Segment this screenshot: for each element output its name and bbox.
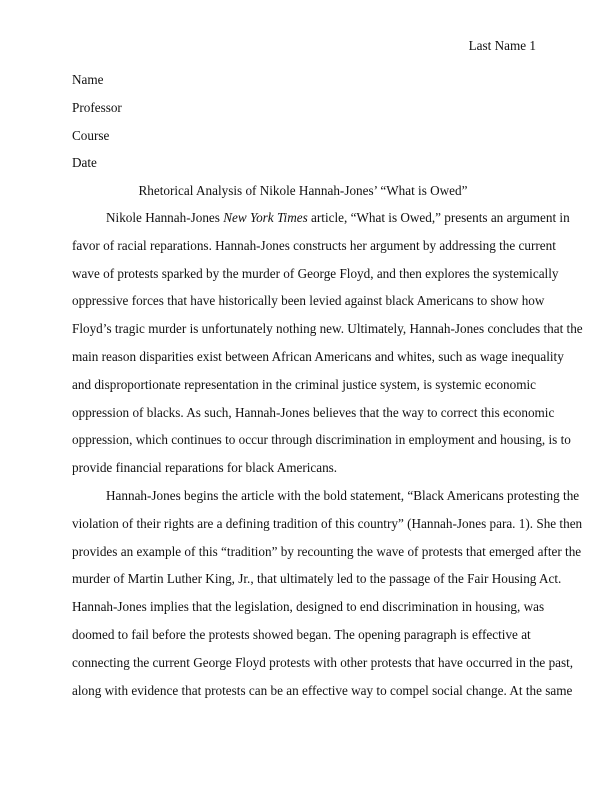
paragraph-line: along with evidence that protests can be an effective way to compel social change. At the same	[72, 682, 573, 698]
paragraph-line: oppression, which continues to occur through discrimination in employment and housing, is to	[72, 432, 571, 448]
paragraph-line: murder of Martin Luther King, Jr., that ultimately led to the passage of the Fair Housing Act.	[72, 571, 562, 587]
paragraph-line: and disproportionate representation in the criminal justice system, is systemic economic	[72, 376, 537, 392]
text-run: article, “What is Owed,” presents an argument in	[307, 210, 570, 225]
paragraph-line: Hannah-Jones implies that the legislation, designed to end discrimination in housing, was	[72, 599, 545, 615]
paragraph-line: provide financial reparations for black Americans.	[72, 460, 338, 476]
paragraph-line: Floyd’s tragic murder is unfortunately nothing new. Ultimately, Hannah-Jones concludes that the	[72, 321, 583, 337]
paragraph-line: favor of racial reparations. Hannah-Jones constructs her argument by addressing the current	[72, 237, 556, 253]
text-run: Nikole Hannah-Jones	[106, 210, 224, 225]
paragraph-line: wave of protests sparked by the murder of George Floyd, and then explores the systemically	[72, 265, 559, 281]
paragraph-line: provides an example of this “tradition” by recounting the wave of protests that emerged after the	[72, 543, 582, 559]
heading-name: Name	[72, 72, 104, 87]
paragraph-2	[72, 487, 583, 710]
heading-professor: Professor	[72, 99, 122, 115]
paragraph-line: doomed to fail before the protests showed began. The opening paragraph is effective at	[72, 626, 531, 642]
paragraph-line: main reason disparities exist between African Americans and whites, such as wage inequality	[72, 348, 564, 364]
heading-course: Course	[72, 127, 110, 143]
essay-title: Rhetorical Analysis of Nikole Hannah-Jones’ “What is Owed”	[138, 183, 468, 198]
student-heading	[72, 72, 122, 183]
paragraph-line: violation of their rights are a defining tradition of this country” (Hannah-Jones para. 1). She then	[72, 515, 583, 531]
paragraph-line: Hannah-Jones begins the article with the bold statement, “Black Americans protesting the	[106, 487, 580, 503]
running-head: Last Name 1	[468, 38, 536, 53]
paragraph-1	[72, 210, 583, 488]
paragraph-line: oppressive forces that have historically been levied against black Americans to show how	[72, 293, 545, 309]
heading-date: Date	[72, 155, 97, 171]
publication-title: New York Times	[223, 210, 308, 225]
essay-body	[72, 210, 583, 710]
paragraph-line: oppression of blacks. As such, Hannah-Jones believes that the way to correct this economic	[72, 404, 555, 420]
paragraph-line	[72, 210, 570, 238]
paragraph-line: connecting the current George Floyd protests with other protests that have occurred in the past,	[72, 654, 574, 670]
